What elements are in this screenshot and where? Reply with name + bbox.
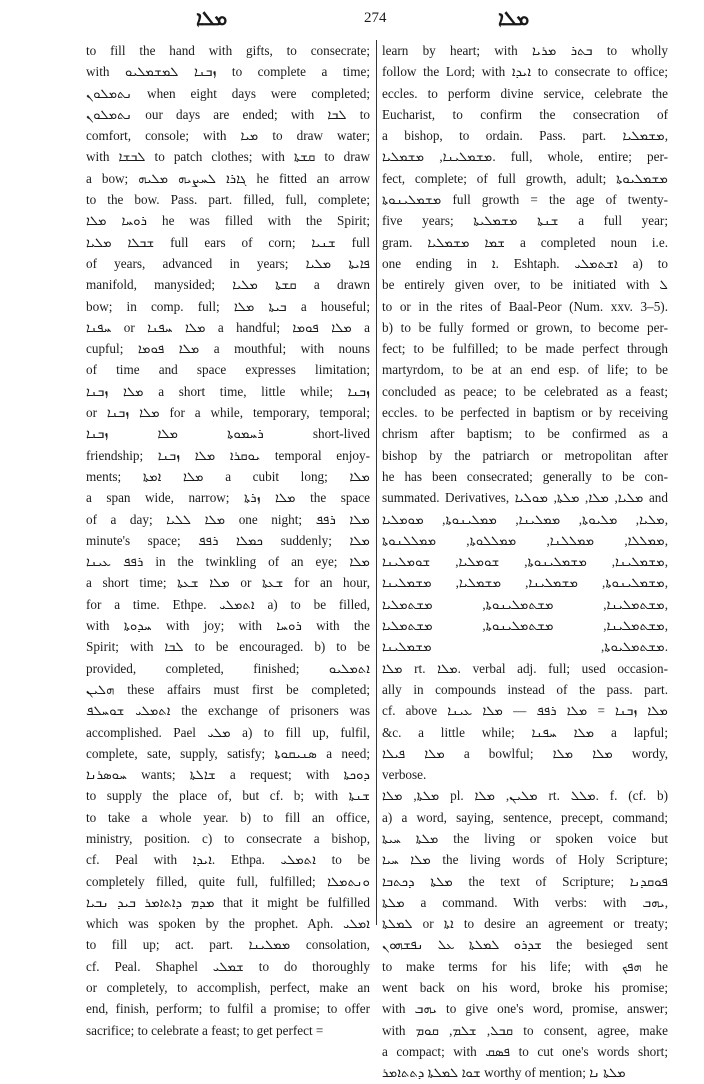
text-line: cupful; ܡܠܐ ܦܘܡܐ a mouthful; with nouns <box>86 341 370 357</box>
text-line: he has been consecrated; generally to be con- <box>382 468 668 484</box>
running-head <box>78 6 668 32</box>
text-line: ܚܦܢܐ or ܡܠܐ ܚܦܢܐ a handful; ܡܠܐ ܦܘܡܐ a <box>86 319 370 335</box>
text-line: Spirit; with ܠܒܐ to be encouraged. b) to be <box>86 639 370 655</box>
text-line: accomplished. Pael ܡܠܝ a) to fill up, fulfil, <box>86 724 370 740</box>
text-line: ܪܘܚܐ ܡܠܐ he was filled with the Spirit; <box>86 213 370 229</box>
text-line: ܗܠܝܢ these affairs must first be completed; <box>86 681 370 697</box>
text-line: minute's space; ܟܡܠܐ ܪܦܦ suddenly; ܡܠܐ <box>86 532 370 548</box>
text-line: eccles. to perform divine service, celebrate the <box>382 85 668 101</box>
text-line: sacrifice; to celebrate a feast; to get perfect = <box>86 1022 324 1038</box>
left-column <box>86 40 370 1041</box>
text-line: ܪܦܦ ܥܝܢܐ in the twinkling of an eye; ܡܠܐ <box>86 554 370 570</box>
text-line: to take a whole year. b) to fill an office, <box>86 809 370 825</box>
text-line: ܡܠܐ rt. ܡܠܐ. verbal adj. full; used occasion- <box>382 660 668 676</box>
text-line: complete, sate, supply, satisfy; ܣܢܝܩܘܬܐ a need; <box>86 745 370 761</box>
text-line: of years, advanced in years; ܦܐܝܬܐ ܡܠܝܐ <box>86 255 370 271</box>
text-line: ܡܠܬܐ ܕܟܬܒܐ the text of Scripture; ܦܘܩܕܢܐ <box>382 873 668 889</box>
text-line: ܪܚܡܘܬܐ ܡܠܐ ܙܒܢܐ short-lived <box>86 426 370 442</box>
text-line: ܡܡܠܠܐ, ܡܡܠܠܢܐ, ܡܡܠܠܘܬܐ, ܡܡܠܠܢܘܬܐ, <box>382 532 668 548</box>
text-line: ܚܘܣܪܢܐ wants; ܫܐܠܬܐ a request; with ܕܘܟܬܐ <box>86 767 370 783</box>
text-line: ܢܬܡܠܘܢ when eight days were completed; <box>86 85 370 101</box>
text-line: ܫܘܐ ܠܡܠܬܐ ܕܬܬܐܡܪ worthy of mention; ܡܠܬܐ ܢܐ <box>382 1065 626 1081</box>
text-line: bishop by the patriarch or metropolitan after <box>382 447 668 463</box>
text-line: follow the Lord; with ܐܝܕܐ to consecrate to office; <box>382 64 668 80</box>
text-line: one ending in ܐ. Eshtaph. ܐܫܬܡܠܝ a) to <box>382 255 668 271</box>
text-line: or ܡܠܐ ܙܒܢܐ for a while, temporary, temporal; <box>86 405 370 421</box>
text-line: fect, complete; of full growth, adult; ܡܫܡܠܝܘܬܐ <box>382 170 668 186</box>
text-line: to or in the rites of Baal-Peor (Num. xxv. 3–5). <box>382 298 668 314</box>
text-line: ܡܕܡ ܕܐܬܐܡܪ ܒܝܕ ܢܒܝܐ that it might be fulfilled <box>86 894 370 910</box>
text-line: went back on his word, broke his promise; <box>382 980 668 996</box>
text-line: ܡܠܐ ܙܒܢܐ a short time, little while; ܙܒܢܐ <box>86 383 370 399</box>
page-number: 274 <box>364 10 387 26</box>
text-line: to supply the place of, but cf. b; with ܫܢܬܐ <box>86 788 370 804</box>
text-line: ܫܒܠܐ ܡܠܝܐ full ears of corn; ܫܢܝܐ full <box>86 234 370 250</box>
text-line: ܐܬܡܠܝ ܫܘܚܠܦ the exchange of prisoners was <box>86 703 370 719</box>
text-line: ܡܫܡܠܝܢܘܬܐ full growth = the age of twenty- <box>382 192 668 208</box>
text-line: to fill up; act. part. ܡܡܠܝܢܐ consolation, <box>86 937 370 953</box>
text-line: end, finish, perform; to fulfil a promise; to offer <box>86 1001 370 1017</box>
text-line: chrism after baptism; to be confirmed as a <box>382 426 668 442</box>
text-line: gram. ܫܡܐ ܡܫܡܠܝܐ a completed noun i.e. <box>382 234 668 250</box>
text-line: comfort, console; with ܡܝܐ to draw water; <box>86 128 370 144</box>
text-line: with ܙܒܢܐ ܠܡܫܡܠܝܘ to complete a time; <box>86 64 370 80</box>
text-line: or completely, to accomplish, perfect, make an <box>86 980 370 996</box>
text-line: concluded as peace; to be celebrated as a feast; <box>382 383 668 399</box>
text-line: ܡܠܬܐ a command. With verbs: with ܝܗܒ, <box>382 894 668 910</box>
text-line: a bishop, to ordain. Pass. part. ܡܫܡܠܝܐ, <box>382 128 668 144</box>
text-line: ܡܠܬܐ, ܡܠܐ pl. ܡܠܝܢ, ܡܠܐ rt. ܡܠܠ. f. (cf. b) <box>382 788 668 804</box>
text-line: friendship; ܝܘܩܪܐ ܡܠܐ ܙܒܢܐ temporal enjoy- <box>86 447 370 463</box>
text-line: to the bow. Pass. part. filled, full, complete; <box>86 192 370 208</box>
text-line: with ܝܗܒ to give one's word, promise, answer; <box>382 1001 668 1017</box>
text-line: &c. a little while; ܡܠܐ ܚܦܢܐ a lapful; <box>382 724 668 740</box>
text-line: learn by heart; with ܒܬܪ ܡܪܝܐ to wholly <box>382 43 668 58</box>
text-line: to fill the hand with gifts, to consecrate; <box>86 43 370 58</box>
text-line: ܡܠܝܐ, ܡܠܝܘܬܐ, ܡܡܠܝܢܐ, ܡܡܠܝܢܘܬܐ, ܡܘܡܠܝܐ, <box>382 511 668 527</box>
text-line: ܡܠܐ ܚܝܐ the living words of Holy Scripture; <box>382 852 668 868</box>
text-line: be entirely given over, to be initiated with ܠ <box>382 277 668 293</box>
column-divider <box>376 40 377 925</box>
text-line: cf. above ܡܠܐ ܙܒܢܐ = ܡܠܐ ܪܦܦ — ܡܠܐ ܥܝܢܐ <box>382 703 668 719</box>
text-line: ܫܕܪܘ ܠܡܠܬܐ ܥܠ ܢܦܫܗܘܢ the besieged sent <box>382 937 668 953</box>
text-line: ܡܫܡܠܝܢܐ, ܡܫܡܠܝܢܘܬܐ, ܫܘܡܠܝܐ, ܫܘܡܠܝܢܐ, <box>382 554 668 570</box>
text-line: a bow; ܓܐܪܐ ܠܚܨܝܗ ܡܠܝܗ he fitted an arrow <box>86 170 370 186</box>
right-column <box>382 40 668 1084</box>
text-line: manifold, manysided; ܩܫܬܐ ܡܠܝܐ a drawn <box>86 277 370 293</box>
text-line: verbose. <box>382 767 427 783</box>
text-line: five years; ܫܢܬܐ ܡܫܡܠܝܬܐ a full year; <box>382 213 668 229</box>
text-line: ܡܫܬܡܠܝܢܐ, ܡܫܬܡܠܝܢܘܬܐ, ܡܫܬܡܠܝܐ, <box>382 596 668 612</box>
text-line: ܡܫܡܠܝܢܐ, ܡܫܡܠܝܐ. full, whole, entire; per- <box>382 149 668 165</box>
text-line: with ܩܒܠ, ܫܠܡ, ܩܘܡ to consent, agree, make <box>382 1022 668 1038</box>
text-line: cf. Peal. Shaphel ܫܡܠܝ to do thoroughly <box>86 958 370 974</box>
text-line: ministry, position. c) to consecrate a bishop, <box>86 830 370 846</box>
text-line: b) to be fully formed or grown, to become per- <box>382 319 668 335</box>
text-line: fect; to be fulfilled; to be made perfect through <box>382 341 668 357</box>
text-line: which was spoken by the prophet. Aph. ܐܡܠܝ <box>86 916 370 932</box>
text-line: ܡܠܬܐ ܚܝܬܐ the living or spoken voice but <box>382 830 668 846</box>
text-line: ܢܬܡܠܘܢ our days are ended; with ܠܒܐ to <box>86 106 370 122</box>
text-line: ܡܫܡܠܝܢܘܬܐ, ܡܫܡܠܝܢܐ, ܡܫܡܠܝܐ, ܡܫܡܠܝܢܐ, <box>382 575 668 591</box>
header-left-word: ܡܠܐ <box>196 6 228 30</box>
text-line: summated. Derivatives, ܡܠܝܐ, ܡܠܐ, ܡܠܬܐ, ܡܘܠܝܐ and <box>382 490 668 506</box>
text-line: with ܚܕܘܬܐ with joy; with ܪܘܚܐ with the <box>86 618 370 634</box>
text-line: martyrdom, to be at an end esp. of life; to be <box>382 362 668 378</box>
text-line: ally in compounds instead of the pass. part. <box>382 681 668 697</box>
text-line: of a day; ܡܠܐ ܠܠܝܐ one night; ܡܠܐ ܪܦܦ <box>86 511 370 527</box>
text-line: provided, completed, finished; ܐܬܡܠܝܘ <box>86 660 370 676</box>
text-line: for a time. Ethpe. ܐܬܡܠܝ a) to be filled, <box>86 596 370 612</box>
text-line: eccles. to be perfected in baptism or by receiving <box>382 405 668 421</box>
text-line: of time and space expresses limitation; <box>86 362 370 378</box>
text-line: a span wide, narrow; ܡܠܐ ܙܪܬܐ the space <box>86 490 370 506</box>
text-line: ments; ܡܠܐ ܐܡܬܐ a cubit long; ܡܠܐ <box>86 468 370 484</box>
header-right-word: ܡܠܐ <box>498 6 530 30</box>
text-line: a compact; with ܦܣܩ to cut one's words short; <box>382 1043 668 1059</box>
text-line: to make terms for his life; with ܗܦܟ he <box>382 958 668 974</box>
text-line: bow; in comp. full; ܒܝܬܐ ܡܠܐ a houseful; <box>86 298 370 314</box>
text-line: ܡܫܬܡܠܝܘܬܐ, ܡܫܡܠܝܢܐ. <box>382 639 668 655</box>
text-line: Eucharist, to confirm the consecration of <box>382 106 668 122</box>
text-line: with ܠܒܫܐ to patch clothes; with ܩܫܬܐ to draw <box>86 149 370 165</box>
text-line: completely filled, quite full, fulfilled; ܘܢܬܡܠܐ <box>86 873 370 889</box>
text-line: ܠܡܠܬܐ or ܐܬܐ to desire an agreement or treaty; <box>382 916 668 932</box>
text-line: cf. Peal with ܐܝܕܐ. Ethpa. ܐܬܡܠܝ to be <box>86 852 370 868</box>
text-line: a) a word, saying, sentence, precept, command; <box>382 809 668 825</box>
text-line: ܡܫܬܡܠܝܢܐ, ܡܫܬܡܠܝܢܘܬܐ, ܡܫܬܡܠܝܐ, <box>382 618 668 634</box>
text-line: ܡܠܐ ܦܝܠܐ a bowlful; ܡܠܐ ܡܠܐ wordy, <box>382 745 668 761</box>
text-line: a short time; ܡܠܐ ܫܥܬܐ or ܫܥܬܐ for an hour, <box>86 575 370 591</box>
